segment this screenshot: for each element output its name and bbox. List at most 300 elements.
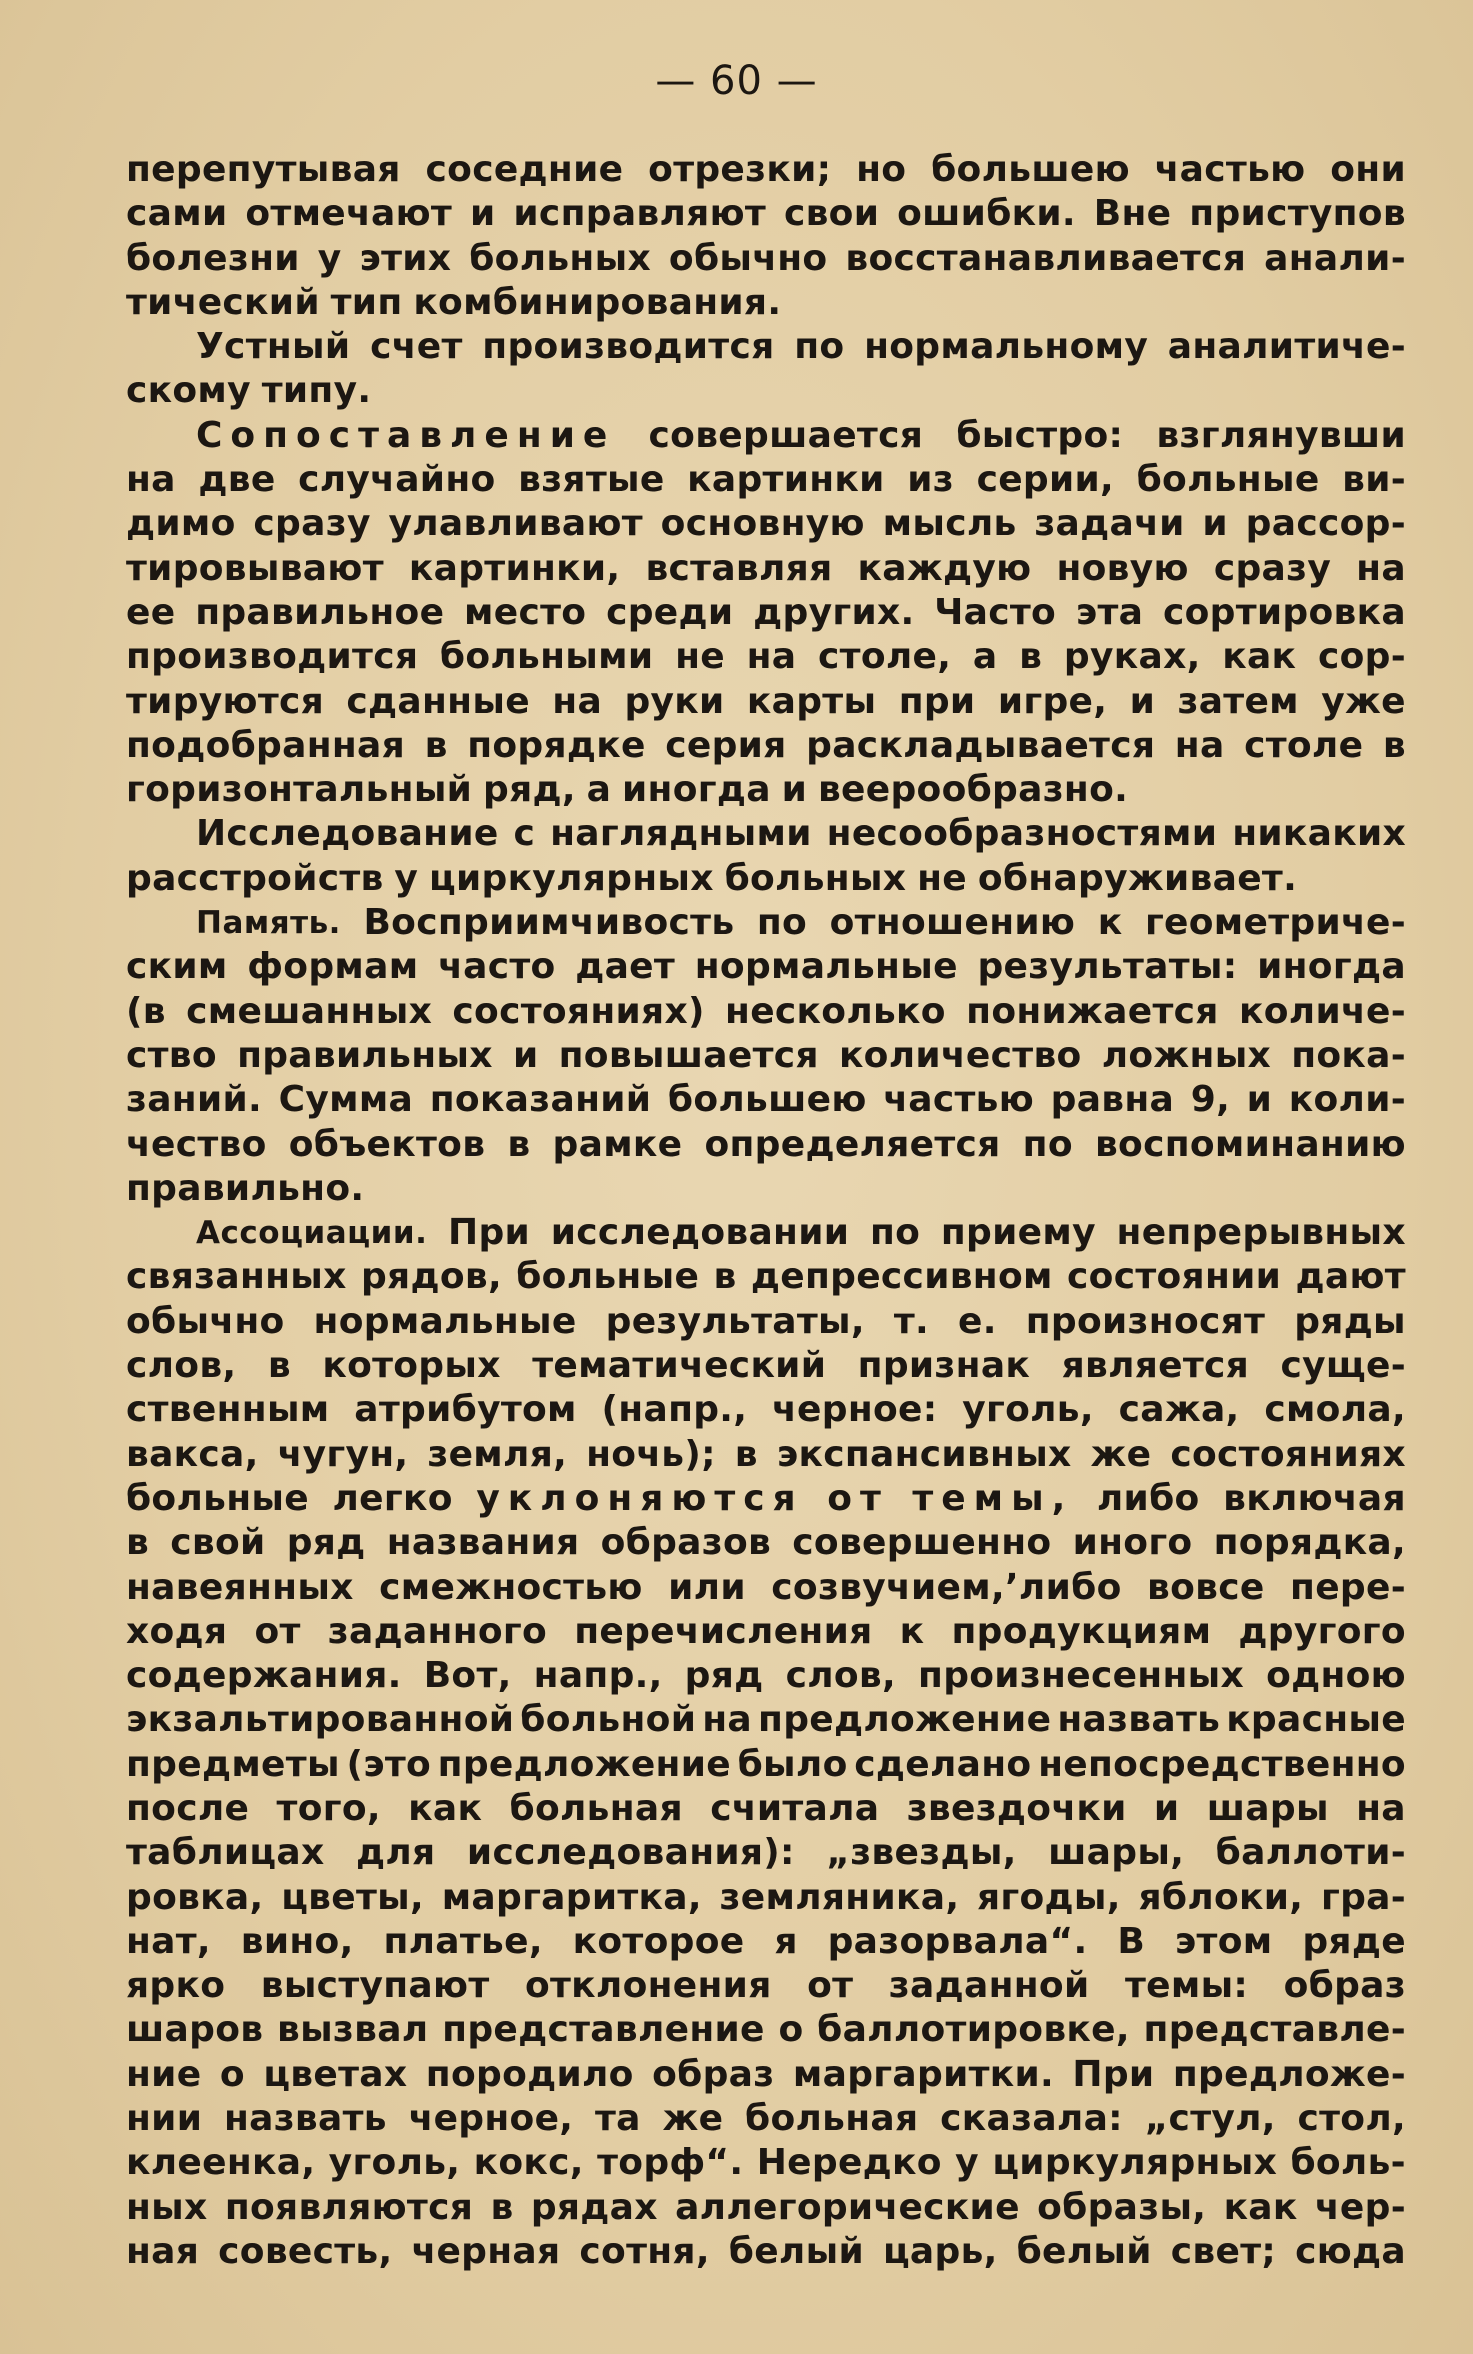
text-line [126,1831,1406,1875]
word: предложение [437,1743,731,1785]
word: и [1202,503,1228,545]
word: рамке [552,1123,683,1165]
word: (в [126,990,166,1032]
word: сами [126,193,228,235]
word: ных [126,2186,208,2228]
word: комбинирования. [413,281,782,323]
word: руках, [1063,636,1201,678]
word: стол, [1297,2098,1406,2140]
word: напр., [533,1655,663,1697]
word: результаты: [977,946,1238,988]
word: исследования): [466,1832,795,1874]
word: нормальные [313,1300,577,1342]
word: земляника, [719,1876,960,1918]
word: пока- [1291,1034,1406,1076]
word: на [552,680,603,722]
word: совесть, [218,2230,393,2272]
word: тический [126,281,320,323]
word: дают [1295,1256,1406,1298]
word: При [448,1212,531,1254]
text-line [126,148,1406,192]
word: вызвал [276,2009,429,2051]
word: вино, [240,1920,354,1962]
word: черное, [408,2098,574,2140]
word: в [126,1522,150,1564]
word: о [778,2009,804,2051]
word: циркулярных [429,857,714,899]
word: случайно [298,459,496,501]
word: состоянии [1067,1256,1282,1298]
word: сажа, [1118,1389,1240,1431]
word: Сумма [278,1079,414,1121]
word: взглянувши [1156,414,1406,456]
word: сотня, [579,2230,710,2272]
word: среди [606,591,734,633]
text-line [126,1566,1406,1610]
word: В [1117,1920,1146,1962]
text-line [126,1698,1406,1742]
word: звездочки [906,1787,1127,1829]
word: обычно [126,1300,285,1342]
word: ви- [1342,459,1406,501]
word: баллоти- [1215,1832,1406,1874]
word: свой [170,1522,266,1564]
word: содержания. [126,1655,402,1697]
word: отрезки; [648,149,832,190]
word: маргаритка, [441,1876,702,1918]
text-line [126,1477,1406,1521]
word: серия [665,724,787,766]
word: земля, [427,1433,568,1475]
word: свои [783,193,880,235]
word: в [490,2186,514,2228]
word: разорвала“. [827,1920,1088,1962]
word: производится [482,326,775,368]
word: выступают [260,1965,490,2007]
text-line [126,1255,1406,1299]
word: в [713,1256,737,1298]
word: же [1090,1433,1152,1475]
word: совершается [648,414,924,456]
word: в [734,1433,758,1475]
word: атрибутом [354,1389,577,1431]
word: тируются [126,680,325,722]
word: состояниях [1170,1433,1406,1475]
word: и [781,769,808,811]
word: чер- [1314,2186,1406,2228]
word: приступов [1189,193,1406,235]
word: задачи [1034,503,1185,545]
word: воспоминанию [1094,1123,1406,1165]
word: горизонтальный [126,769,473,811]
word: же [662,2098,724,2140]
word: уже [1321,680,1406,722]
word: белый [1016,2230,1152,2272]
word: шаров [126,2009,264,2051]
word: наглядными [550,813,812,855]
word: свет; [1170,2230,1277,2272]
word: обычно [668,237,828,279]
word: улавливают [388,503,643,545]
word: которое [572,1920,745,1962]
word: к [899,1610,925,1652]
word: смешанных [186,990,433,1032]
text-line [126,192,1406,236]
word: темы: [1124,1965,1249,2007]
word: „звезды, [826,1832,1017,1874]
word: платье, [383,1920,543,1962]
word: у [394,857,419,899]
word: легко [332,1477,453,1519]
word: кокс, [473,2142,584,2184]
word: формам [247,946,419,988]
word: от [827,1477,889,1519]
word: (напр., [601,1389,748,1431]
word: больных [724,857,907,899]
word: продукциям [951,1610,1212,1652]
word: суще- [1280,1345,1406,1387]
text-line [126,857,1406,901]
word: и [469,193,496,235]
word: перечисления [574,1610,873,1652]
word: ярко [126,1965,226,2007]
word: по [1022,1123,1073,1165]
word: картинки, [408,547,621,589]
word: является [1061,1345,1250,1387]
word: При [1072,2053,1155,2095]
text-line [126,547,1406,591]
text-line [126,812,1406,856]
word: чество [126,1123,267,1165]
word: либо [1096,1477,1200,1519]
word: предложе- [1172,2053,1406,2095]
text-line [126,635,1406,679]
word: отмечают [245,193,453,235]
word: никаких [1232,813,1406,855]
word: сортировка [1162,591,1406,633]
word: и [1246,1079,1273,1121]
word: не [675,636,725,678]
word: восстанавливается [845,237,1247,279]
word: у [317,237,342,279]
word: признак [857,1345,1031,1387]
word: на [1356,1787,1406,1829]
text-line [126,1300,1406,1344]
word: больные [126,1477,309,1519]
word: ошибки. [897,193,1076,235]
word: чугун, [277,1433,409,1475]
word: ягоды, [977,1876,1121,1918]
text-line [126,990,1406,1034]
word: больными [439,636,654,678]
word: нии [126,2098,203,2140]
word: ровка, [126,1876,264,1918]
word: или [668,1566,746,1608]
word: больные [1136,459,1320,501]
word: несколько [725,990,946,1032]
text-line [126,901,1406,945]
text-line [126,680,1406,724]
word: вакса, [126,1433,259,1475]
word: частью [1154,149,1306,190]
word: для [355,1832,436,1874]
text-line [126,1034,1406,1078]
word: и [1153,1787,1180,1829]
word: пере- [1290,1566,1406,1608]
text-line [126,768,1406,812]
word: нормальные [694,946,958,988]
word: частью [883,1079,1035,1121]
word: представление [442,2009,765,2051]
word: заданного [327,1610,548,1652]
word: несообразностями [826,813,1218,855]
word: затем [1177,680,1299,722]
text-line [126,325,1406,369]
word: вовсе [1147,1566,1265,1608]
body-text [126,148,1406,2274]
word: образ [1283,1965,1406,2007]
word: назвать [1057,1699,1221,1741]
word: на [126,459,176,501]
word: нат, [126,1920,211,1962]
word: ложных [1101,1034,1272,1076]
word: столе, [818,636,952,678]
text-line [126,2186,1406,2230]
word: смола, [1264,1389,1406,1431]
word: циркулярных [992,2142,1278,2184]
word: уклоняются [476,1477,804,1519]
word: ночь); [586,1433,716,1475]
word: правильных [237,1034,493,1076]
word: результаты, [605,1300,865,1342]
word: от [254,1610,301,1652]
word: сор- [1317,636,1406,678]
word: но [856,149,907,190]
word: большею [931,149,1130,190]
word: темы, [912,1477,1074,1519]
word: к [1097,902,1123,944]
word: экзальтированной [126,1699,515,1741]
word: о [219,2053,245,2095]
word: одною [1266,1655,1406,1697]
word: а [586,769,612,811]
word: быстро: [956,414,1124,456]
word: аллегорические [675,2186,1020,2228]
text-line [126,281,1406,325]
word: коли- [1288,1079,1406,1121]
word: красные [1226,1699,1406,1741]
word: яблоки, [1138,1876,1304,1918]
word: клеенка, [126,2142,316,2184]
word: равна [1050,1079,1175,1121]
word: ряд [684,1655,764,1697]
word: шары [1206,1787,1329,1829]
word: белый [728,2230,864,2272]
word: правильное [195,591,445,633]
word: совершенно [792,1522,1052,1564]
word: Нередко [756,2142,942,2184]
word: т. [893,1300,930,1342]
word: у [955,2142,979,2184]
word: в [424,724,448,766]
word: созвучием,’либо [771,1566,1122,1608]
word: шары, [1048,1832,1185,1874]
text-line [126,1167,1406,1211]
word: больной [520,1699,697,1741]
word: депрессивном [750,1256,1053,1298]
word: типу. [261,370,372,412]
word: как [1223,2186,1298,2228]
text-line [126,2141,1406,2185]
word: перепутывая [126,149,401,190]
word: сделано [854,1743,1032,1785]
word: количество [838,1034,1082,1076]
word: цветы, [281,1876,424,1918]
text-line [126,414,1406,458]
word: названия [386,1522,580,1564]
text-line [126,2053,1406,2097]
word: нормальному [864,326,1149,368]
word: понижается [966,990,1219,1032]
word: заданной [888,1965,1090,2007]
word: гра- [1320,1876,1406,1918]
word: основную [660,503,865,545]
word: веерообразно. [817,769,1129,811]
word: на [702,1699,753,1741]
word: уголь, [328,2142,461,2184]
word: а [972,636,998,678]
word: появляются [224,2186,474,2228]
word: аналитиче- [1167,326,1406,368]
word: уголь, [962,1389,1094,1431]
text-line [126,369,1406,413]
word: Сопоставление [196,414,616,456]
word: боль- [1290,2142,1406,2184]
word: того, [276,1787,381,1829]
word: тематический [532,1345,827,1387]
word: иногда [622,769,771,811]
word: иного [1072,1522,1193,1564]
word: больная [745,2098,919,2140]
word: черное: [772,1389,938,1431]
word: заний. [126,1079,263,1121]
word: произносят [1025,1300,1266,1342]
word: тировывают [126,547,384,589]
word: сказала: [940,2098,1123,2140]
word: образы, [1037,2186,1207,2228]
word: „стул, [1144,2098,1276,2140]
word: место [464,591,587,633]
text-line [126,1344,1406,1388]
word: они [1330,149,1406,190]
word: ственным [126,1389,330,1431]
word: в [1019,636,1043,678]
word: счет [370,326,463,368]
word: Часто [934,591,1057,633]
word: образ [652,2053,775,2095]
word: (это [346,1743,432,1785]
word: карты [746,680,877,722]
text-line [126,1920,1406,1964]
word: больная [509,1787,683,1829]
word: часто [438,946,556,988]
word: геометриче- [1144,902,1406,944]
word: объектов [288,1123,486,1165]
text-line [126,724,1406,768]
text-line [126,1123,1406,1167]
text-line [126,1964,1406,2008]
word: отклонения [524,1965,772,2007]
word: приему [940,1212,1096,1254]
word: другого [1238,1610,1406,1652]
word: на [746,636,797,678]
word: подобранная [126,724,406,766]
word: Восприимчивость [363,902,735,944]
word: состояниях) [452,990,705,1032]
word: было [737,1743,848,1785]
text-line [126,1211,1406,1255]
word: ние [126,2053,202,2095]
word: руки [624,680,725,722]
text-line [126,2008,1406,2052]
word: от [807,1965,854,2007]
word: непосредственно [1038,1743,1406,1785]
word: в [507,1123,531,1165]
word: производится [126,636,419,678]
word: Исследование [196,813,499,855]
word: произнесенных [918,1655,1245,1697]
word: баллотировке, [817,2009,1130,2051]
word: ряд [286,1522,366,1564]
word: непрерывных [1116,1212,1406,1254]
text-line [126,2097,1406,2141]
word: рядах [530,2186,658,2228]
word: из [907,459,954,501]
word: торф“. [597,2142,744,2184]
word: образов [600,1522,772,1564]
word: две [198,459,276,501]
word: Вне [1093,193,1172,235]
word: назвать [223,2098,387,2140]
word: мысль [882,503,1017,545]
word: порядка, [1213,1522,1406,1564]
word: ная [126,2230,200,2272]
word: раскладывается [806,724,1156,766]
word: как [408,1787,483,1829]
word: Устный [196,326,351,368]
word: дает [575,946,676,988]
word: картинки [687,459,885,501]
word: в [1382,724,1406,766]
word: исследовании [550,1212,850,1254]
word: цветах [263,2053,408,2095]
text-line [126,458,1406,502]
word: смежностью [379,1566,643,1608]
word: сразу [253,503,371,545]
word: ее [126,591,176,633]
word: скому [126,370,251,412]
word: которых [322,1345,501,1387]
text-line [126,1610,1406,1654]
word: столе [1244,724,1364,766]
word: по [869,1212,921,1254]
word: как [1222,636,1297,678]
word: и [512,1034,539,1076]
word: исправляют [513,193,767,235]
word: на [1356,547,1406,589]
word: повышается [558,1034,819,1076]
text-line [126,591,1406,635]
